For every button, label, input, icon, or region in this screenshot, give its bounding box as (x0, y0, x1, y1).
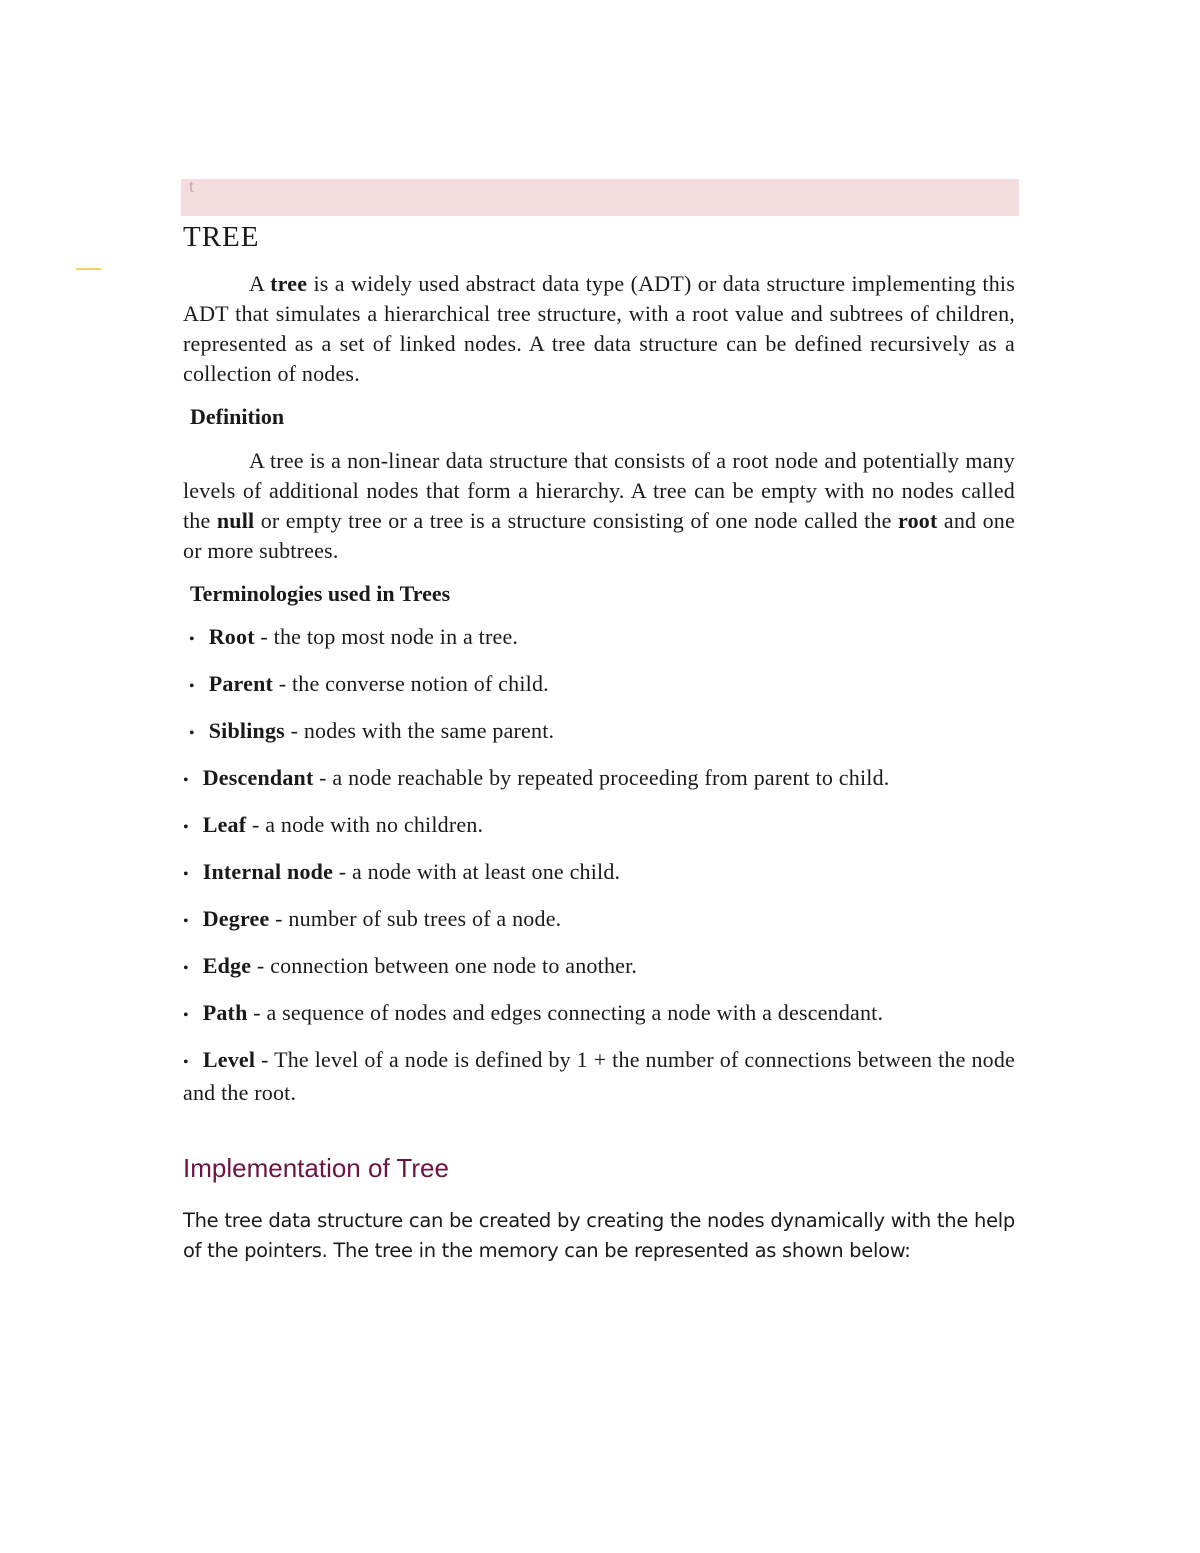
term-label: Level (202, 1047, 256, 1072)
bullet-icon: • (183, 1007, 189, 1024)
page-title: TREE (183, 221, 260, 253)
term-label: Edge (202, 953, 252, 978)
term-label: Parent (208, 671, 274, 696)
term-description: - connection between one node to another. (251, 953, 638, 978)
list-item (183, 669, 1015, 702)
term-description: - a node with at least one child. (333, 859, 621, 884)
term-label: Internal node (202, 859, 334, 884)
bullet-icon: • (183, 960, 189, 977)
term-label: Descendant (202, 765, 314, 790)
intro-term: tree (270, 271, 308, 296)
bullet-icon: • (189, 725, 195, 742)
definition-text-3: and one or more subtrees. (183, 508, 1015, 563)
term-description: - number of sub trees of a node. (269, 906, 562, 931)
header-letter: t (189, 179, 194, 196)
bullet-icon: • (189, 678, 195, 695)
term-label: Path (202, 1000, 248, 1025)
term-label: Degree (202, 906, 270, 931)
bullet-icon: • (183, 772, 189, 789)
term-description: - a node with no children. (246, 812, 484, 837)
term-label: Siblings (208, 718, 285, 743)
term-label: Root (208, 624, 255, 649)
root-term: root (898, 508, 938, 533)
definition-text-1: A tree is a non-linear data structure that consists of a root node and potentially many levels of additional nodes that form a hierarchy. A tree can be empty with no nodes called the (183, 448, 1015, 533)
list-item (183, 998, 1015, 1031)
term-label: Leaf (202, 812, 247, 837)
list-item (183, 1045, 1015, 1108)
bullet-icon: • (183, 819, 189, 836)
intro-paragraph (183, 269, 1015, 389)
null-term: null (216, 508, 255, 533)
implementation-heading: Implementation of Tree (183, 1153, 449, 1183)
list-item (183, 810, 1015, 843)
term-description: - The level of a node is defined by 1 + the number of connections between the node and the root. (183, 1047, 1016, 1105)
terminology-list (183, 622, 1015, 1108)
list-item (183, 857, 1015, 890)
list-item (183, 622, 1015, 655)
term-description: - the converse notion of child. (273, 671, 549, 696)
definition-text-2: or empty tree or a tree is a structure consisting of one node called the (254, 508, 899, 533)
header-band (181, 179, 1019, 216)
document-body (183, 219, 1015, 1266)
list-item (183, 951, 1015, 984)
term-description: - a sequence of nodes and edges connecting a node with a descendant. (247, 1000, 884, 1025)
intro-text-post: is a widely used abstract data type (ADT) or data structure implementing this ADT that simulates a hierarchical tree structure, with a root value and subtrees of children, represented as a set of linked nodes. A tree data structure can be defined recursively as a collection of nodes. (183, 271, 1015, 386)
list-item (183, 763, 1015, 796)
term-description: - nodes with the same parent. (284, 718, 555, 743)
implementation-paragraph: The tree data structure can be created by creating the nodes dynamically with the help of the pointers. The tree in the memory can be represented as shown below: (183, 1209, 1015, 1262)
definition-heading: Definition (190, 404, 285, 429)
terminologies-heading: Terminologies used in Trees (190, 581, 451, 606)
bullet-icon: • (183, 1054, 189, 1071)
definition-paragraph (183, 446, 1015, 566)
margin-marker (76, 268, 101, 270)
term-description: - a node reachable by repeated proceeding from parent to child. (313, 765, 890, 790)
list-item (183, 716, 1015, 749)
intro-text-pre: A (249, 271, 271, 296)
bullet-icon: • (183, 913, 189, 930)
bullet-icon: • (183, 866, 189, 883)
term-description: - the top most node in a tree. (254, 624, 519, 649)
bullet-icon: • (189, 631, 195, 648)
list-item (183, 904, 1015, 937)
